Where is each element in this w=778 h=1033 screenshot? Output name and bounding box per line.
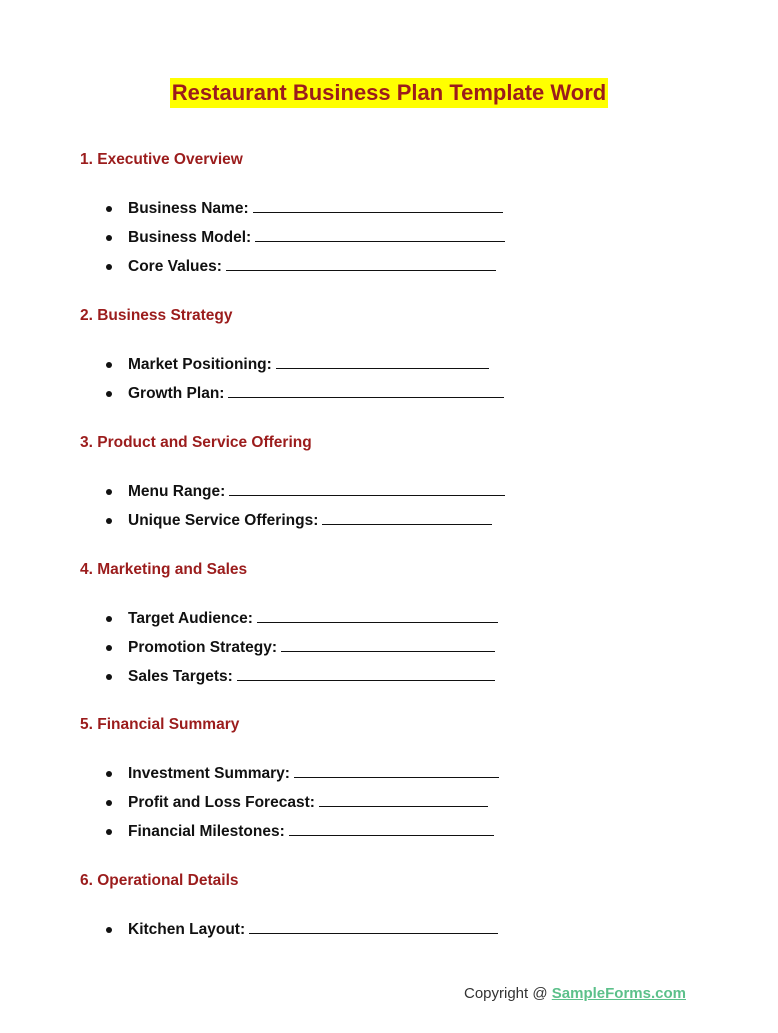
field-item	[80, 223, 505, 252]
field-item	[80, 759, 499, 788]
field-item	[80, 379, 504, 408]
field-label: Unique Service Offerings:	[128, 512, 319, 529]
fill-in-blank[interactable]	[228, 384, 504, 398]
sampleforms-link[interactable]: SampleForms.com	[551, 985, 686, 1002]
fill-in-blank[interactable]	[257, 609, 498, 623]
field-label: Growth Plan:	[128, 385, 225, 402]
fill-in-blank[interactable]	[229, 482, 505, 496]
field-label: Market Positioning:	[128, 356, 272, 373]
field-label: Business Name:	[128, 200, 249, 217]
field-item	[80, 604, 498, 633]
section-1	[80, 150, 505, 281]
fill-in-blank[interactable]	[281, 638, 495, 652]
field-label: Profit and Loss Forecast:	[128, 794, 315, 811]
field-item	[80, 350, 504, 379]
fill-in-blank[interactable]	[289, 822, 494, 836]
field-label: Promotion Strategy:	[128, 639, 277, 656]
field-item	[80, 915, 498, 944]
section-heading: 1. Executive Overview	[80, 151, 243, 168]
field-label: Menu Range:	[128, 483, 226, 500]
field-label: Core Values:	[128, 258, 222, 275]
section-3	[80, 433, 505, 535]
field-item	[80, 252, 505, 281]
field-label: Sales Targets:	[128, 668, 233, 685]
section-2	[80, 306, 504, 408]
field-item	[80, 817, 499, 846]
field-list	[80, 477, 505, 535]
copyright-text: Copyright @	[464, 985, 552, 1002]
field-item	[80, 194, 505, 223]
section-heading: 2. Business Strategy	[80, 307, 233, 324]
field-list	[80, 194, 505, 281]
field-item	[80, 662, 498, 691]
footer	[464, 985, 686, 1002]
field-label: Business Model:	[128, 229, 252, 246]
section-5	[80, 715, 499, 846]
field-item	[80, 788, 499, 817]
field-list	[80, 915, 498, 944]
section-heading: 3. Product and Service Offering	[80, 434, 312, 451]
section-heading: 6. Operational Details	[80, 872, 239, 889]
section-4	[80, 560, 498, 691]
field-item	[80, 633, 498, 662]
field-label: Kitchen Layout:	[128, 921, 246, 938]
fill-in-blank[interactable]	[249, 920, 498, 934]
section-heading: 4. Marketing and Sales	[80, 561, 248, 578]
field-list	[80, 350, 504, 408]
fill-in-blank[interactable]	[253, 199, 503, 213]
field-item	[80, 506, 505, 535]
fill-in-blank[interactable]	[237, 667, 495, 681]
section-6	[80, 871, 498, 944]
fill-in-blank[interactable]	[255, 228, 505, 242]
fill-in-blank[interactable]	[294, 764, 499, 778]
field-list	[80, 604, 498, 691]
field-label: Investment Summary:	[128, 765, 290, 782]
field-item	[80, 477, 505, 506]
field-label: Financial Milestones:	[128, 823, 285, 840]
title-wrap	[0, 78, 778, 108]
field-label: Target Audience:	[128, 610, 253, 627]
fill-in-blank[interactable]	[322, 511, 492, 525]
field-list	[80, 759, 499, 846]
section-heading: 5. Financial Summary	[80, 716, 240, 733]
document-title: Restaurant Business Plan Template Word	[170, 78, 608, 108]
fill-in-blank[interactable]	[276, 355, 489, 369]
fill-in-blank[interactable]	[226, 257, 496, 271]
fill-in-blank[interactable]	[319, 793, 488, 807]
